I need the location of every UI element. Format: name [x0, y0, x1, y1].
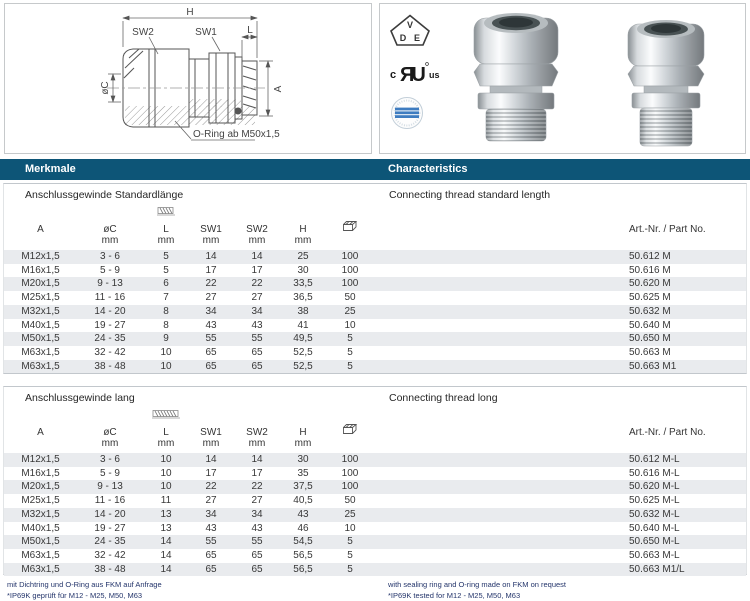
col-header-l: L — [163, 427, 169, 438]
cell-qty: 10 — [344, 522, 356, 534]
cell-thread-size: M40x1,5 — [21, 522, 60, 534]
table-row — [4, 277, 746, 291]
cell-sw1: 65 — [205, 549, 217, 561]
cell-clamping-range: 19 - 27 — [94, 522, 126, 534]
cell-sw1: 14 — [205, 251, 217, 262]
col-header-a: A — [37, 427, 44, 438]
cell-thread-size: M12x1,5 — [21, 454, 60, 465]
section-title-de: Anschlussgewinde Standardlänge — [25, 189, 184, 201]
cell-h: 35 — [297, 467, 309, 479]
cell-part-no: 50.650 M — [629, 333, 671, 345]
cell-h: 56,5 — [293, 549, 313, 561]
cell-h: 36,5 — [293, 292, 313, 304]
col-header-h: H — [299, 427, 307, 438]
product-photo-panel — [379, 3, 746, 154]
cell-sw2: 17 — [251, 467, 263, 479]
cell-qty: 5 — [347, 360, 353, 372]
table-row — [4, 319, 746, 333]
table-row — [4, 563, 746, 577]
cell-qty: 100 — [341, 251, 359, 262]
col-header-part: Art.-Nr. / Part No. — [629, 427, 706, 438]
cell-qty: 5 — [347, 346, 353, 358]
footnote-en-line1: with sealing ring and O-ring made on FKM on request — [388, 580, 567, 589]
cell-h: 38 — [297, 305, 309, 317]
cell-sw1: 14 — [205, 454, 217, 465]
cell-sw2: 43 — [251, 319, 263, 331]
table-row — [4, 467, 746, 481]
cell-sw2: 17 — [251, 264, 263, 276]
cell-sw1: 65 — [205, 360, 217, 372]
header-bar — [0, 159, 750, 180]
cell-l: 10 — [160, 454, 172, 465]
cell-h: 30 — [297, 264, 309, 276]
cell-sw1: 27 — [205, 495, 217, 507]
col-header-sw2: SW2 — [246, 427, 268, 438]
unit-mm: mm — [294, 438, 312, 449]
table-row — [4, 522, 746, 536]
cell-part-no: 50.663 M1/L — [629, 563, 685, 575]
cell-thread-size: M25x1,5 — [21, 292, 60, 304]
col-header-a: A — [37, 224, 44, 235]
unit-mm: mm — [248, 438, 266, 449]
cell-sw2: 65 — [251, 549, 263, 561]
cell-sw1: 65 — [205, 346, 217, 358]
cell-part-no: 50.640 M-L — [629, 522, 680, 534]
cell-h: 52,5 — [293, 360, 313, 372]
cell-sw2: 55 — [251, 536, 263, 548]
cell-clamping-range: 14 - 20 — [94, 508, 126, 520]
cell-qty: 50 — [344, 292, 356, 304]
unit-mm: mm — [157, 438, 175, 449]
dim-label-h: H — [186, 7, 194, 18]
cell-clamping-range: 38 - 48 — [94, 360, 126, 372]
cell-l: 10 — [160, 481, 172, 493]
cell-h: 49,5 — [293, 333, 313, 345]
cell-part-no: 50.620 M-L — [629, 481, 680, 493]
cell-sw2: 34 — [251, 305, 263, 317]
table-row — [4, 291, 746, 305]
footnote-de — [7, 579, 162, 601]
spec-table-long — [4, 409, 746, 576]
cell-part-no: 50.612 M-L — [629, 454, 680, 465]
cell-clamping-range: 9 - 13 — [97, 481, 123, 493]
cell-l: 14 — [160, 563, 172, 575]
unit-mm: mm — [101, 438, 119, 449]
cell-thread-size: M20x1,5 — [21, 481, 60, 493]
table-row — [4, 480, 746, 494]
cell-h: 25 — [297, 251, 309, 262]
cell-clamping-range: 32 - 42 — [94, 549, 126, 561]
cell-qty: 100 — [341, 454, 359, 465]
table-row — [4, 305, 746, 319]
cell-h: 40,5 — [293, 495, 313, 507]
gland-photo-right — [628, 20, 704, 146]
cell-clamping-range: 11 - 16 — [94, 495, 126, 507]
cell-sw2: 22 — [251, 278, 263, 290]
table-row — [4, 494, 746, 508]
cell-l: 10 — [160, 467, 172, 479]
cell-h: 37,5 — [293, 481, 313, 493]
package-icon — [325, 220, 375, 235]
cell-sw1: 43 — [205, 319, 217, 331]
cell-h: 52,5 — [293, 346, 313, 358]
cell-l: 14 — [160, 549, 172, 561]
svg-text:D: D — [399, 33, 407, 43]
col-header-sw1: SW1 — [200, 224, 222, 235]
cell-part-no: 50.612 M — [629, 251, 671, 262]
col-header-part: Art.-Nr. / Part No. — [629, 224, 706, 235]
cell-part-no: 50.663 M — [629, 346, 671, 358]
section-title-row — [4, 184, 746, 206]
vde-logo-icon — [389, 14, 431, 47]
dnv-gl-logo-icon — [389, 95, 425, 131]
cell-sw1: 55 — [205, 333, 217, 345]
cell-thread-size: M25x1,5 — [21, 495, 60, 507]
thread-short-icon — [143, 206, 189, 220]
cell-thread-size: M50x1,5 — [21, 333, 60, 345]
cell-sw2: 43 — [251, 522, 263, 534]
cell-part-no: 50.616 M-L — [629, 467, 680, 479]
cell-part-no: 50.650 M-L — [629, 536, 680, 548]
cell-qty: 5 — [347, 563, 353, 575]
table-body-long — [4, 453, 746, 576]
cable-gland-drawing — [5, 4, 371, 152]
cell-h: 43 — [297, 508, 309, 520]
spec-table-standard — [4, 206, 746, 373]
cell-clamping-range: 5 - 9 — [99, 264, 120, 276]
cell-thread-size: M63x1,5 — [21, 563, 60, 575]
svg-text:c: c — [390, 69, 397, 81]
col-header-oc: øC — [103, 427, 117, 438]
table-row — [4, 264, 746, 278]
cell-l: 14 — [160, 536, 172, 548]
cell-part-no: 50.632 M-L — [629, 508, 680, 520]
cell-qty: 100 — [341, 278, 359, 290]
cell-thread-size: M63x1,5 — [21, 346, 60, 358]
cell-part-no: 50.663 M-L — [629, 549, 680, 561]
cell-h: 56,5 — [293, 563, 313, 575]
cell-sw1: 65 — [205, 563, 217, 575]
cell-clamping-range: 3 - 6 — [99, 251, 120, 262]
section-title-de: Anschlussgewinde lang — [25, 392, 135, 404]
cell-clamping-range: 9 - 13 — [97, 278, 123, 290]
cell-qty: 10 — [344, 319, 356, 331]
cell-thread-size: M63x1,5 — [21, 549, 60, 561]
cell-clamping-range: 38 - 48 — [94, 563, 126, 575]
cable-gland-photos — [460, 10, 736, 150]
cell-part-no: 50.625 M — [629, 292, 671, 304]
cell-clamping-range: 3 - 6 — [99, 454, 120, 465]
unit-mm: mm — [248, 235, 266, 246]
unit-mm: mm — [294, 235, 312, 246]
cell-qty: 5 — [347, 536, 353, 548]
footnote-en-line2: *IP69K tested for M12 - M25, M50, M63 — [388, 591, 521, 600]
table-row — [4, 549, 746, 563]
cell-thread-size: M32x1,5 — [21, 305, 60, 317]
cell-sw1: 34 — [205, 508, 217, 520]
dim-label-sw1: SW1 — [195, 27, 217, 38]
dim-label-l: L — [247, 25, 253, 36]
o-ring-dot — [235, 108, 242, 115]
section-hatching-2 — [189, 99, 241, 107]
cell-l: 10 — [160, 346, 172, 358]
cell-part-no: 50.632 M — [629, 305, 671, 317]
section-title-en: Connecting thread standard length — [389, 189, 551, 201]
cell-clamping-range: 24 - 35 — [94, 333, 126, 345]
dim-label-oc: øC — [100, 81, 111, 95]
table-row — [4, 332, 746, 346]
dim-label-a: A — [273, 85, 284, 93]
cell-sw1: 55 — [205, 536, 217, 548]
cell-thread-size: M16x1,5 — [21, 264, 60, 276]
unit-mm: mm — [202, 438, 220, 449]
cell-sw1: 22 — [205, 481, 217, 493]
cell-qty: 5 — [347, 333, 353, 345]
cell-l: 6 — [163, 278, 169, 290]
footnote-en — [388, 579, 566, 601]
section-title-row — [4, 387, 746, 409]
cell-part-no: 50.640 M — [629, 319, 671, 331]
header-title-de: Merkmale — [25, 163, 76, 175]
table-row — [4, 508, 746, 522]
cell-part-no: 50.620 M — [629, 278, 671, 290]
cell-sw2: 22 — [251, 481, 263, 493]
cell-sw2: 14 — [251, 251, 263, 262]
cell-sw1: 43 — [205, 522, 217, 534]
cell-sw2: 65 — [251, 346, 263, 358]
cell-h: 30 — [297, 454, 309, 465]
cell-l: 9 — [163, 333, 169, 345]
cell-sw2: 34 — [251, 508, 263, 520]
cell-l: 7 — [163, 292, 169, 304]
cell-qty: 50 — [344, 495, 356, 507]
cell-clamping-range: 14 - 20 — [94, 305, 126, 317]
footnote-de-line1: mit Dichtring und O-Ring aus FKM auf Anfrage — [7, 580, 162, 589]
cell-qty: 100 — [341, 467, 359, 479]
cell-l: 10 — [160, 360, 172, 372]
cell-qty: 100 — [341, 481, 359, 493]
cell-qty: 25 — [344, 508, 356, 520]
thread-long-icon — [143, 409, 189, 423]
cell-thread-size: M32x1,5 — [21, 508, 60, 520]
cell-clamping-range: 11 - 16 — [94, 292, 126, 304]
table-body-standard — [4, 250, 746, 373]
certification-logos — [389, 14, 447, 141]
cell-h: 54,5 — [293, 536, 313, 548]
gland-photo-left — [474, 13, 558, 141]
table-row — [4, 453, 746, 467]
cell-sw2: 55 — [251, 333, 263, 345]
section-standard-length — [3, 183, 747, 374]
cell-l: 5 — [163, 251, 169, 262]
cell-l: 13 — [160, 508, 172, 520]
section-title-en: Connecting thread long — [389, 392, 498, 404]
unit-mm: mm — [101, 235, 119, 246]
svg-text:ЯU: ЯU — [400, 64, 423, 85]
cell-thread-size: M20x1,5 — [21, 278, 60, 290]
technical-drawing-panel — [4, 3, 372, 154]
unit-mm: mm — [202, 235, 220, 246]
cell-l: 11 — [160, 495, 172, 507]
cell-l: 8 — [163, 319, 169, 331]
cell-clamping-range: 32 - 42 — [94, 346, 126, 358]
cell-l: 5 — [163, 264, 169, 276]
unit-mm: mm — [157, 235, 175, 246]
cell-sw1: 17 — [205, 264, 217, 276]
o-ring-note: O-Ring ab M50x1,5 — [193, 129, 280, 140]
cell-clamping-range: 5 - 9 — [99, 467, 120, 479]
cell-clamping-range: 24 - 35 — [94, 536, 126, 548]
cell-sw1: 27 — [205, 292, 217, 304]
table-row — [4, 346, 746, 360]
col-header-sw2: SW2 — [246, 224, 268, 235]
cell-sw1: 34 — [205, 305, 217, 317]
cell-sw1: 17 — [205, 467, 217, 479]
table-row — [4, 250, 746, 264]
cell-qty: 100 — [341, 264, 359, 276]
cell-qty: 5 — [347, 549, 353, 561]
cell-h: 41 — [297, 319, 309, 331]
svg-text:E: E — [413, 33, 421, 43]
dim-label-sw2: SW2 — [132, 27, 154, 38]
cell-sw2: 14 — [251, 454, 263, 465]
cul-us-logo-icon — [389, 57, 445, 85]
cell-thread-size: M40x1,5 — [21, 319, 60, 331]
cell-thread-size: M12x1,5 — [21, 251, 60, 262]
cell-thread-size: M63x1,5 — [21, 360, 60, 372]
col-header-h: H — [299, 224, 307, 235]
table-row — [4, 360, 746, 374]
cell-h: 33,5 — [293, 278, 313, 290]
cell-part-no: 50.616 M — [629, 264, 671, 276]
cell-sw2: 27 — [251, 495, 263, 507]
cell-part-no: 50.625 M-L — [629, 495, 680, 507]
cell-sw1: 22 — [205, 278, 217, 290]
svg-text:us: us — [429, 70, 440, 80]
cell-sw2: 27 — [251, 292, 263, 304]
cell-h: 46 — [297, 522, 309, 534]
cell-part-no: 50.663 M1 — [629, 360, 677, 372]
table-row — [4, 535, 746, 549]
cell-l: 8 — [163, 305, 169, 317]
cell-qty: 25 — [344, 305, 356, 317]
col-header-l: L — [163, 224, 169, 235]
col-header-oc: øC — [103, 224, 117, 235]
cell-sw2: 65 — [251, 563, 263, 575]
cell-clamping-range: 19 - 27 — [94, 319, 126, 331]
cell-thread-size: M16x1,5 — [21, 467, 60, 479]
section-long-thread — [3, 386, 747, 575]
col-header-sw1: SW1 — [200, 427, 222, 438]
header-title-en: Characteristics — [388, 163, 468, 175]
cell-l: 13 — [160, 522, 172, 534]
cell-sw2: 65 — [251, 360, 263, 372]
cell-thread-size: M50x1,5 — [21, 536, 60, 548]
package-icon — [325, 423, 375, 438]
product-photos — [460, 10, 736, 155]
footnote-de-line2: *IP69K geprüft für M12 - M25, M50, M63 — [7, 591, 143, 600]
svg-text:V: V — [406, 20, 414, 30]
